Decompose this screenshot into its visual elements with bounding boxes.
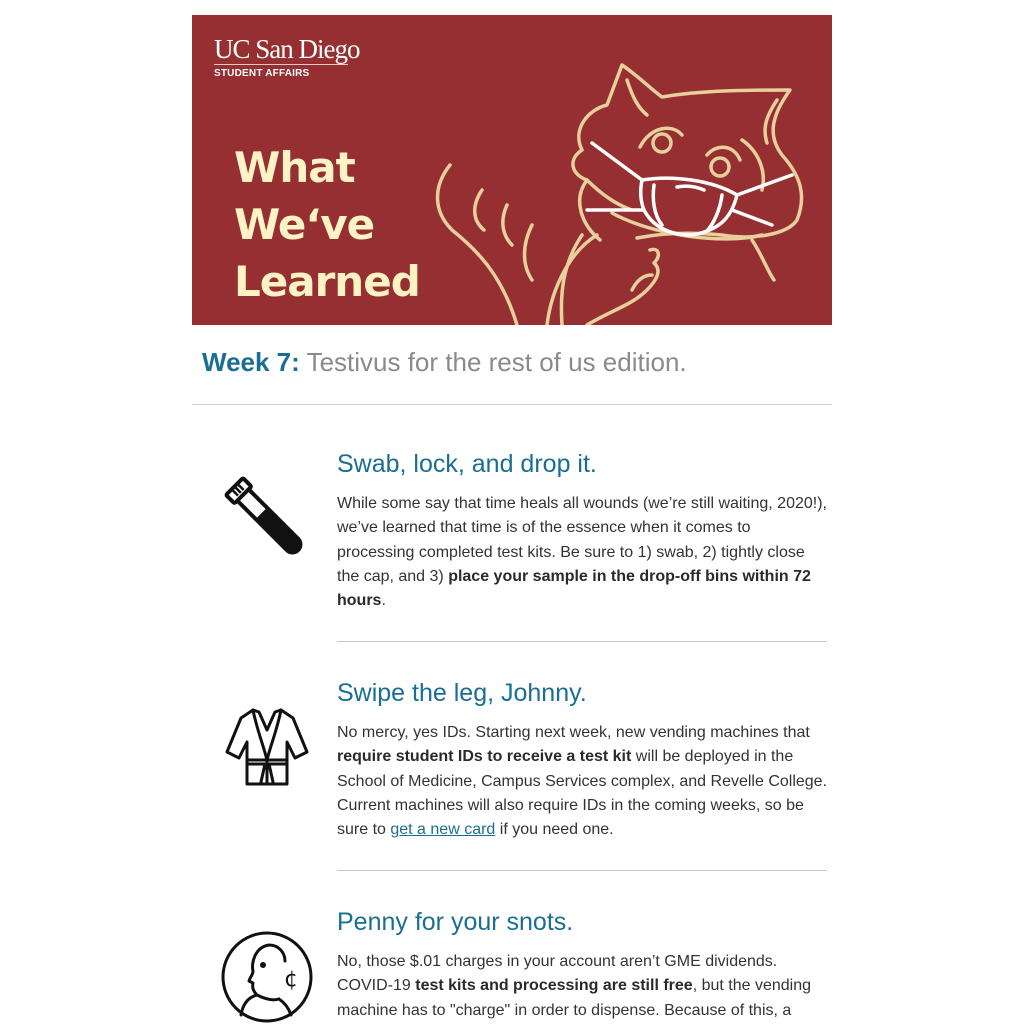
- week-subtitle: Testivus for the rest of us edition.: [306, 347, 687, 377]
- section-divider: [337, 870, 827, 871]
- banner-title-line-3: Learned: [234, 257, 420, 306]
- penny-coin-icon: [219, 929, 315, 1025]
- article-body: No, those $.01 charges in your account aren’t GME dividends. COVID-19 test kits and processing are still free, but the vending machine has to "charge" in order to dispense. Because of this, a: [337, 953, 811, 1019]
- masked-cat-illustration-icon: [422, 35, 822, 325]
- banner-title-line-2: We‘ve: [234, 200, 375, 249]
- emphasis-text: require student IDs to receive a test kit: [337, 748, 632, 766]
- karate-gi-icon: [219, 700, 315, 796]
- section-divider: [337, 641, 827, 642]
- get-new-card-link[interactable]: get a new card: [390, 821, 496, 839]
- logo-subtitle: STUDENT AFFAIRS: [214, 68, 310, 79]
- week-label: Week 7:: [202, 347, 300, 377]
- article-title: Swab, lock, and drop it.: [337, 450, 597, 478]
- article-title: Swipe the leg, Johnny.: [337, 679, 587, 707]
- header-banner: [192, 15, 832, 325]
- logo-rule: [214, 64, 348, 65]
- article-body: No mercy, yes IDs. Starting next week, new vending machines that require student IDs to receive a test kit will be deployed in the School of Medicine, Campus Services complex, and Revelle College. Current machines will also require IDs in the coming weeks, so be sure to get a new card if you need one.: [337, 724, 828, 839]
- banner-title-line-1: What: [234, 143, 355, 192]
- emphasis-text: test kits and processing are still free: [415, 977, 693, 995]
- ucsd-logo[interactable]: [214, 35, 360, 79]
- week-heading: [192, 325, 832, 405]
- test-tube-icon: [219, 471, 315, 567]
- article-body: While some say that time heals all wounds (we’re still waiting, 2020!), we’ve learned that time is of the essence when it comes to processing completed test kits. Be sure to 1) swab, 2) tightly close the cap, and 3) place your sample in the drop-off bins within 72 hours.: [337, 495, 827, 610]
- article-title: Penny for your snots.: [337, 908, 574, 936]
- emphasis-text: place your sample in the drop-off bins within 72 hours: [337, 567, 811, 610]
- banner-title: [234, 139, 420, 310]
- svg-text:¢: ¢: [284, 967, 298, 992]
- email-body: [192, 15, 832, 1019]
- logo-wordmark: UC San Diego: [214, 34, 360, 64]
